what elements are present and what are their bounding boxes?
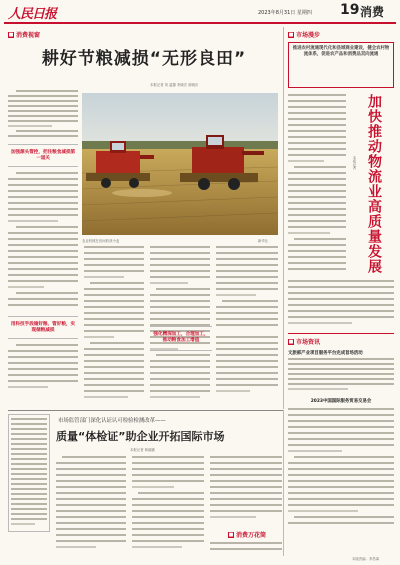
main-article-col4-lower bbox=[216, 336, 278, 406]
news-item2-title: 2023中国国际服务贸易交易会 bbox=[310, 399, 372, 404]
main-headline: 耕好节粮减损“无形良田” bbox=[41, 49, 247, 69]
photo-caption: 农业机械在田间收获小麦 bbox=[82, 239, 120, 243]
bottom-headline: 质量“体检证”助企业开拓国际市场 bbox=[56, 430, 225, 443]
photo-credit: 新华社 bbox=[258, 239, 269, 243]
bottom-kicker: 市场监管部门深化认证认可检验检测改革—— bbox=[58, 418, 166, 424]
masthead-rule bbox=[4, 22, 396, 24]
section-tag-kaleidoscope: ■ 消费万花筒 bbox=[228, 531, 267, 539]
subhead-source-control: 加强源头管控，把住粮食减损第一道关 bbox=[10, 150, 76, 161]
page-number: 19 bbox=[340, 2, 360, 18]
date-line: 2023年8月31日 星期四 bbox=[258, 10, 312, 16]
bottom-byline: 本报记者 林丽鹂 bbox=[130, 448, 155, 452]
feature-lead-box bbox=[288, 42, 394, 88]
feature-lead: 推进农村流通现代化和县域商业建设，健全农村物流体系，促进农产品和消费品双向流通 bbox=[292, 46, 390, 57]
page-name: 消费 bbox=[360, 5, 385, 19]
section-tag-market-news: ■ 市场资讯 bbox=[288, 338, 321, 346]
bottom-body-col2 bbox=[132, 456, 204, 552]
section-marker-icon: ■ bbox=[288, 31, 294, 38]
main-article-col1-lower bbox=[8, 172, 78, 312]
section-marker-icon: ■ bbox=[288, 338, 294, 345]
news-item2-body bbox=[288, 408, 394, 528]
masthead bbox=[0, 0, 400, 22]
feature-byline: 本报记者 bbox=[352, 156, 356, 170]
column-divider bbox=[283, 27, 284, 409]
bottom-body-col3-tail bbox=[210, 542, 282, 554]
section-marker-icon: ■ bbox=[228, 531, 234, 538]
subhead-processing: 强化精深加工，合理加工，推动粮食加工增值 bbox=[153, 332, 209, 343]
subhead-tech-storage: 用科技手段储好粮、管好粮，实现储粮减损 bbox=[10, 322, 76, 333]
main-byline: 本报记者 刘 温馨 李晓宏 薛晓庆 bbox=[150, 83, 199, 87]
section-tag-consumer-window: ■ 消费视窗 bbox=[8, 31, 41, 39]
feature-body-full bbox=[288, 280, 394, 336]
section-tag-market-walk: ■ 市场漫步 bbox=[288, 31, 321, 39]
bottom-body-col1 bbox=[56, 456, 126, 552]
bottom-left-box bbox=[8, 414, 50, 532]
main-article-col2 bbox=[84, 246, 144, 406]
bottom-body-col3 bbox=[210, 456, 282, 526]
main-article-col1-bottom bbox=[8, 344, 78, 404]
news-item1-body bbox=[288, 358, 394, 398]
section-marker-icon: ■ bbox=[8, 31, 14, 38]
feature-headline: 加快推动物流业高质量发展 bbox=[366, 94, 382, 274]
feature-body-left bbox=[288, 94, 346, 274]
newspaper-logo: 人民日报 bbox=[8, 7, 57, 22]
main-photo bbox=[82, 93, 278, 235]
bottom-section-rule bbox=[8, 410, 283, 411]
news-item1-title: 文旅部产业项目服务平台完成首场活动 bbox=[288, 351, 363, 356]
footer-editor-note: 本版责编：李昌禹 bbox=[352, 557, 380, 561]
harvest-photo-illustration bbox=[82, 93, 278, 235]
